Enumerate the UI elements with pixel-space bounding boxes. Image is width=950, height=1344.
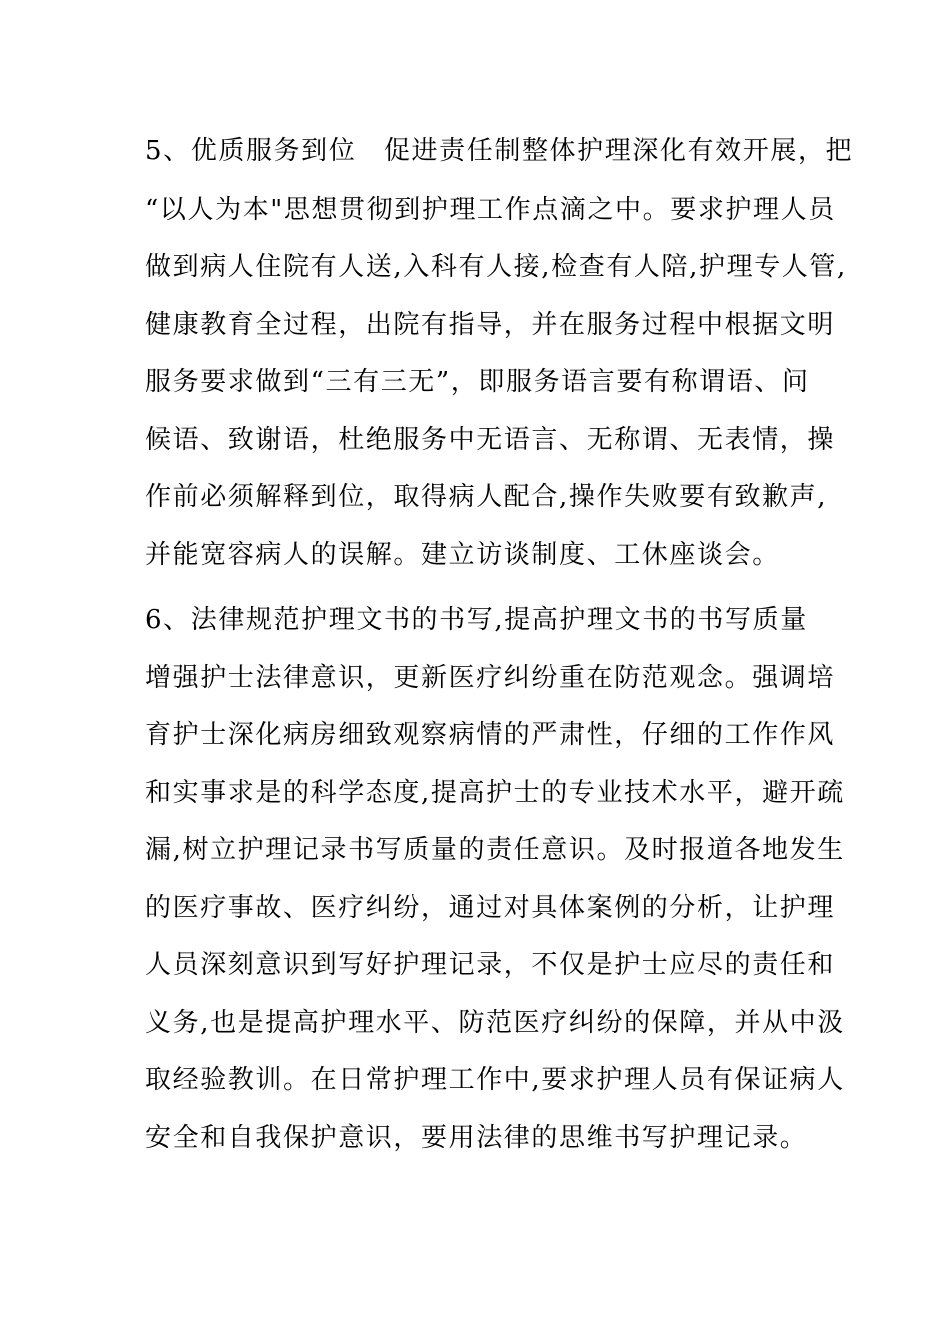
text-line: 候语、致谢语，杜绝服务中无语言、无称谓、无表情，操 bbox=[145, 425, 836, 455]
text-line: 做到病人住院有人送,入科有人接,检查有人陪,护理专人管, bbox=[145, 252, 847, 282]
text-line: 服务要求做到“三有三无”，即服务语言要有称谓语、问 bbox=[145, 367, 810, 397]
text-line: 取经验教训。在日常护理工作中,要求护理人员有保证病人 bbox=[145, 1065, 845, 1095]
text-line: 漏,树立护理记录书写质量的责任意识。及时报道各地发生 bbox=[145, 835, 845, 865]
text-line: 人员深刻意识到写好护理记录，不仅是护士应尽的责任和 bbox=[145, 950, 836, 980]
text-line: 作前必须解释到位，取得病人配合,操作失败要有致歉声, bbox=[145, 482, 828, 512]
section-heading: 6、法律规范护理文书的书写,提高护理文书的书写质量 bbox=[145, 605, 808, 635]
text-line: 安全和自我保护意识，要用法律的思维书写护理记录。 bbox=[145, 1123, 808, 1153]
text-line: “以人为本"思想贯彻到护理工作点滴之中。要求护理人员 bbox=[145, 195, 836, 225]
text-line: 义务,也是提高护理水平、防范医疗纠纷的保障，并从中汲 bbox=[145, 1008, 845, 1038]
text-line: 并能宽容病人的误解。建立访谈制度、工休座谈会。 bbox=[145, 540, 780, 570]
text-line: 增强护士法律意识，更新医疗纠纷重在防范观念。强调培 bbox=[145, 663, 836, 693]
text-line: 和实事求是的科学态度,提高护士的专业技术水平，避开疏 bbox=[145, 778, 845, 808]
text-line: 育护士深化病房细致观察病情的严肃性，仔细的工作作风 bbox=[145, 720, 836, 750]
text-line: 5、优质服务到位 促进责任制整体护理深化有效开展，把 bbox=[145, 136, 854, 166]
text-line: 健康教育全过程，出院有指导，并在服务过程中根据文明 bbox=[145, 310, 836, 340]
text-line: 的医疗事故、医疗纠纷，通过对具体案例的分析，让护理 bbox=[145, 893, 836, 923]
